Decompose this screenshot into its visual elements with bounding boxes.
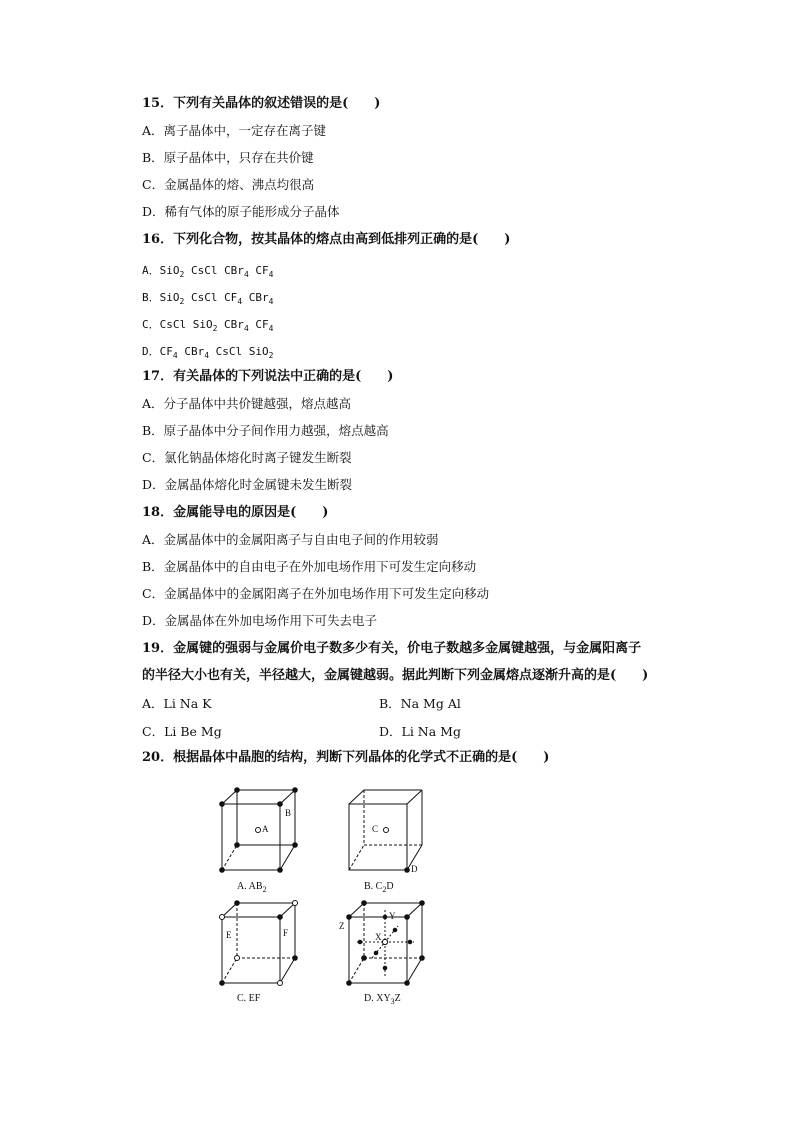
q18-option-b: B．金属晶体中的自由电子在外加电场作用下可发生定向移动 bbox=[142, 559, 477, 574]
label-z: Z bbox=[339, 921, 345, 931]
unit-cell-b bbox=[349, 790, 422, 872]
q20-stem: 20．根据晶体中晶胞的结构，判断下列晶体的化学式不正确的是( ) bbox=[142, 750, 550, 765]
caption-c: C. EF bbox=[237, 993, 261, 1004]
caption-b: B. $C_2D$ bbox=[364, 881, 394, 894]
q19-option-b: B．Na Mg Al bbox=[379, 696, 461, 711]
q18-stem: 18．金属能导电的原因是( ) bbox=[142, 505, 329, 520]
q19-option-d: D．Li Na Mg bbox=[379, 724, 461, 739]
q16-option-b: B．SiO$_2$ CsCl $CF_4$ CBr$_4$ bbox=[142, 291, 274, 306]
q18-option-d: D．金属晶体在外加电场作用下可失去电子 bbox=[142, 613, 378, 628]
q16-stem: 16．下列化合物，按其晶体的熔点由高到低排列正确的是( ) bbox=[142, 232, 511, 247]
unit-cell-d bbox=[347, 901, 425, 986]
q15-option-a: A．离子晶体中，一定存在离子键 bbox=[142, 123, 327, 138]
q17-option-a: A．分子晶体中共价键越强，熔点越高 bbox=[142, 396, 352, 411]
q17-option-d: D．金属晶体熔化时金属键未发生断裂 bbox=[142, 477, 353, 492]
q17-option-b: B．原子晶体中分子间作用力越强，熔点越高 bbox=[142, 423, 389, 438]
caption-d: D. $XY_3Z$ bbox=[364, 993, 401, 1006]
q19-stem-line1: 19．金属键的强弱与金属价电子数多少有关，价电子数越多金属键越强，与金属阳离子 bbox=[142, 641, 642, 656]
label-x: X bbox=[375, 932, 382, 942]
q15-stem: 15．下列有关晶体的叙述错误的是( ) bbox=[142, 96, 381, 111]
label-b: B bbox=[285, 808, 292, 818]
label-d: D bbox=[411, 864, 418, 874]
q19-stem-line2: 的半径大小也有关，半径越大，金属键越弱。据此判断下列金属熔点逐渐升高的是( ) bbox=[142, 668, 649, 683]
q15-option-b: B．原子晶体中，只存在共价键 bbox=[142, 150, 314, 165]
q15-option-d: D．稀有气体的原子能形成分子晶体 bbox=[142, 204, 340, 219]
label-a: A bbox=[262, 824, 269, 834]
label-f: F bbox=[283, 928, 289, 938]
q18-option-c: C．金属晶体中的金属阳离子在外加电场作用下可发生定向移动 bbox=[142, 586, 490, 601]
q19-option-c: C．Li Be Mg bbox=[142, 724, 222, 739]
q15-option-c: C．金属晶体的熔、沸点均很高 bbox=[142, 177, 315, 192]
label-y: Y bbox=[389, 911, 396, 921]
caption-a: A. $AB_2$ bbox=[237, 881, 267, 894]
q18-option-a: A．金属晶体中的金属阳离子与自由电子间的作用较弱 bbox=[142, 532, 439, 547]
label-e: E bbox=[226, 930, 232, 940]
unit-cell-c bbox=[220, 901, 298, 986]
unit-cell-a bbox=[220, 788, 298, 873]
label-c: C bbox=[372, 824, 379, 834]
q16-option-a: A．SiO$_2$ CsCl CBr$_4$ $CF_4$ bbox=[142, 264, 274, 279]
q19-option-a: A．Li Na K bbox=[142, 696, 212, 711]
q16-option-d: D．$CF_4$ CBr$_4$ CsCl SiO$_2$ bbox=[142, 345, 274, 360]
q17-stem: 17．有关晶体的下列说法中正确的是( ) bbox=[142, 369, 394, 384]
q17-option-c: C．氯化钠晶体熔化时离子键发生断裂 bbox=[142, 450, 352, 465]
q16-option-c: C．CsCl SiO$_2$ CBr$_4$ $CF_4$ bbox=[142, 318, 274, 333]
